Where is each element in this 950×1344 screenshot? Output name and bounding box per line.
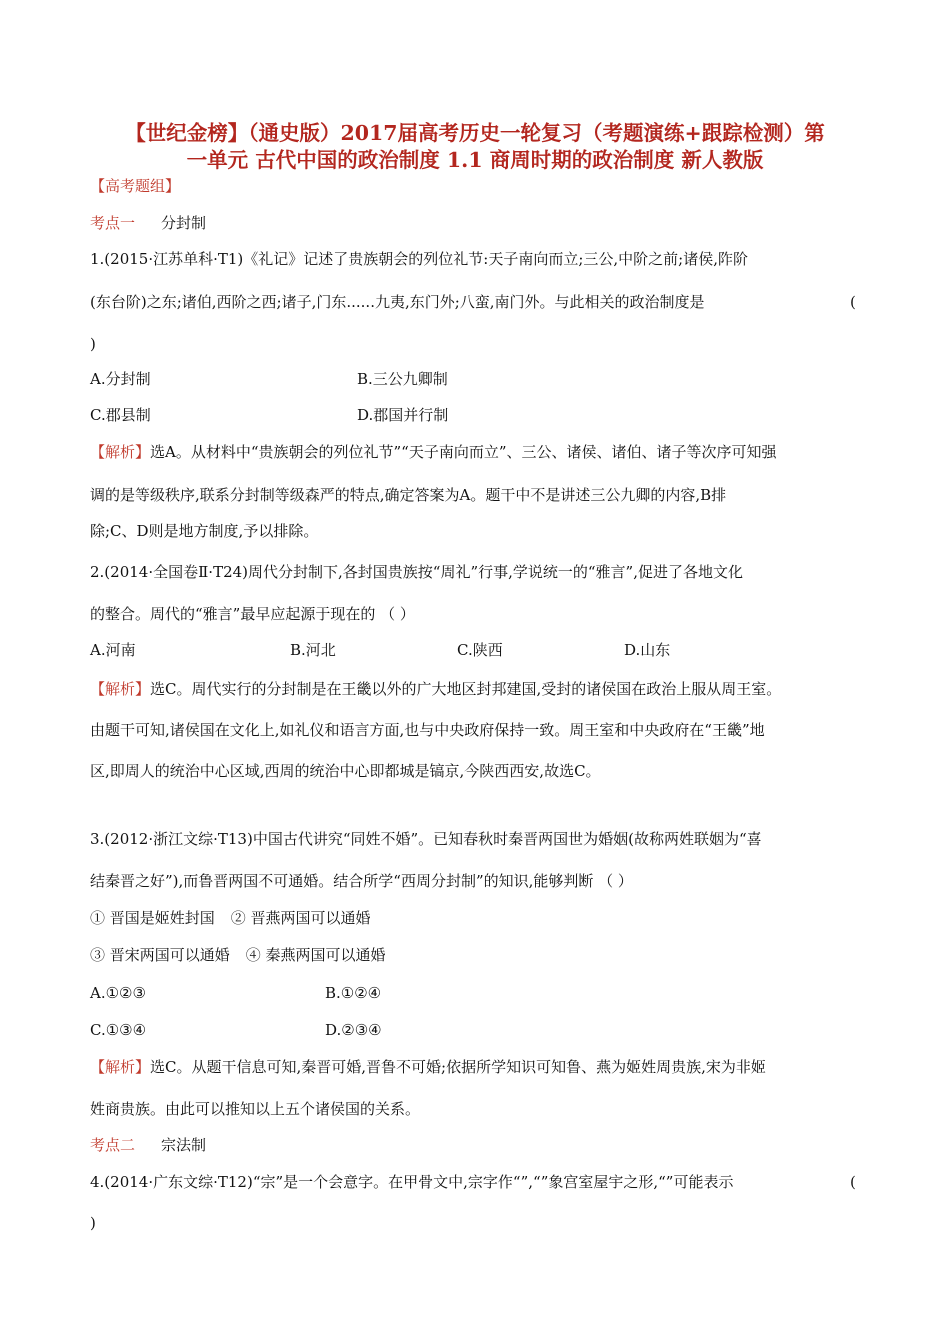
q2-option-a: A.河南 bbox=[90, 641, 136, 659]
q1-analysis-line-3: 除;C、D则是地方制度,予以排除。 bbox=[90, 522, 319, 540]
q2-analysis-line-1 bbox=[90, 679, 781, 699]
q1-analysis-line-1 bbox=[90, 442, 777, 462]
q1-line-1: 1.(2015·江苏单科·T1)《礼记》记述了贵族朝会的列位礼节:天子南向而立;三公,中阶之前;诸侯,阼阶 bbox=[90, 250, 748, 268]
q3-analysis-line-1 bbox=[90, 1057, 766, 1077]
section-name: 分封制 bbox=[161, 214, 207, 232]
q4-line-1: 4.(2014·广东文综·T12)“宗”是一个会意字。在甲骨文中,宗字作“”,“”象宫室屋宇之形,“”可能表示 bbox=[90, 1173, 734, 1191]
document-title bbox=[60, 120, 890, 174]
q4-answer-paren-open: ( bbox=[850, 1173, 856, 1191]
group-label: 【高考题组】 bbox=[90, 177, 181, 195]
q3-item-1: ① 晋国是姬姓封国 bbox=[90, 909, 215, 927]
q1-option-b: B.三公九卿制 bbox=[357, 370, 448, 388]
q1-answer-paren-close: ) bbox=[90, 335, 96, 353]
q1-option-a: A.分封制 bbox=[90, 370, 151, 388]
analysis-text: 选C。周代实行的分封制是在王畿以外的广大地区封邦建国,受封的诸侯国在政治上服从周王室。 bbox=[150, 680, 782, 698]
analysis-label: 【解析】 bbox=[90, 1058, 151, 1076]
section-label: 考点二 bbox=[90, 1136, 136, 1154]
q2-option-c: C.陕西 bbox=[457, 641, 503, 659]
section-label: 考点一 bbox=[90, 214, 136, 232]
q3-option-c: C.①③④ bbox=[90, 1021, 147, 1039]
section-name: 宗法制 bbox=[161, 1136, 207, 1154]
title-line-2: 一单元 古代中国的政治制度 1.1 商周时期的政治制度 新人教版 bbox=[186, 148, 764, 172]
q2-line-2: 的整合。周代的“雅言”最早应起源于现在的 （ ） bbox=[90, 605, 415, 623]
q3-item-3: ③ 晋宋两国可以通婚 bbox=[90, 946, 230, 964]
analysis-text: 选C。从题干信息可知,秦晋可婚,晋鲁不可婚;依据所学知识可知鲁、燕为姬姓周贵族,宋为非姬 bbox=[150, 1058, 766, 1076]
analysis-label: 【解析】 bbox=[90, 680, 151, 698]
q3-analysis-line-2: 姓商贵族。由此可以推知以上五个诸侯国的关系。 bbox=[90, 1100, 421, 1118]
q3-items-row-1 bbox=[90, 908, 371, 928]
title-line-1: 【世纪金榜】（通史版）2017届高考历史一轮复习（考题演练+跟踪检测）第 bbox=[125, 121, 825, 145]
section-heading-2 bbox=[90, 1135, 206, 1155]
q1-analysis-line-2: 调的是等级秩序,联系分封制等级森严的特点,确定答案为A。题干中不是讲述三公九卿的内容,B排 bbox=[90, 486, 727, 504]
q3-option-b: B.①②④ bbox=[325, 984, 382, 1002]
q1-answer-paren-open: ( bbox=[850, 293, 856, 311]
q2-analysis-line-2: 由题干可知,诸侯国在文化上,如礼仪和语言方面,也与中央政府保持一致。周王室和中央政府在“王畿”地 bbox=[90, 721, 765, 739]
q2-analysis-line-3: 区,即周人的统治中心区域,西周的统治中心即都城是镐京,今陕西西安,故选C。 bbox=[90, 762, 601, 780]
q1-line-2: (东台阶)之东;诸伯,西阶之西;诸子,门东......九夷,东门外;八蛮,南门外。与此相关的政治制度是 bbox=[90, 293, 705, 311]
q1-option-c: C.郡县制 bbox=[90, 406, 151, 424]
q3-option-d: D.②③④ bbox=[325, 1021, 382, 1039]
q3-line-1: 3.(2012·浙江文综·T13)中国古代讲究“同姓不婚”。已知春秋时秦晋两国世为婚姻(故称两姓联姻为“喜 bbox=[90, 830, 762, 848]
q3-item-4: ④ 秦燕两国可以通婚 bbox=[245, 946, 386, 964]
q3-items-row-2 bbox=[90, 945, 386, 965]
q2-line-1: 2.(2014·全国卷Ⅱ·T24)周代分封制下,各封国贵族按“周礼”行事,学说统一的“雅言”,促进了各地文化 bbox=[90, 563, 743, 581]
q2-option-d: D.山东 bbox=[624, 641, 671, 659]
q3-option-a: A.①②③ bbox=[90, 984, 146, 1002]
analysis-text: 选A。从材料中“贵族朝会的列位礼节”“天子南向而立”、三公、诸侯、诸伯、诸子等次序可知强 bbox=[150, 443, 777, 461]
analysis-label: 【解析】 bbox=[90, 443, 151, 461]
section-heading-1 bbox=[90, 213, 206, 233]
q1-option-d: D.郡国并行制 bbox=[357, 406, 449, 424]
q3-item-2: ② 晋燕两国可以通婚 bbox=[230, 909, 371, 927]
q4-answer-paren-close: ) bbox=[90, 1214, 96, 1232]
q3-line-2: 结秦晋之好”),而鲁晋两国不可通婚。结合所学“西周分封制”的知识,能够判断 （ ） bbox=[90, 872, 633, 890]
q2-option-b: B.河北 bbox=[290, 641, 336, 659]
